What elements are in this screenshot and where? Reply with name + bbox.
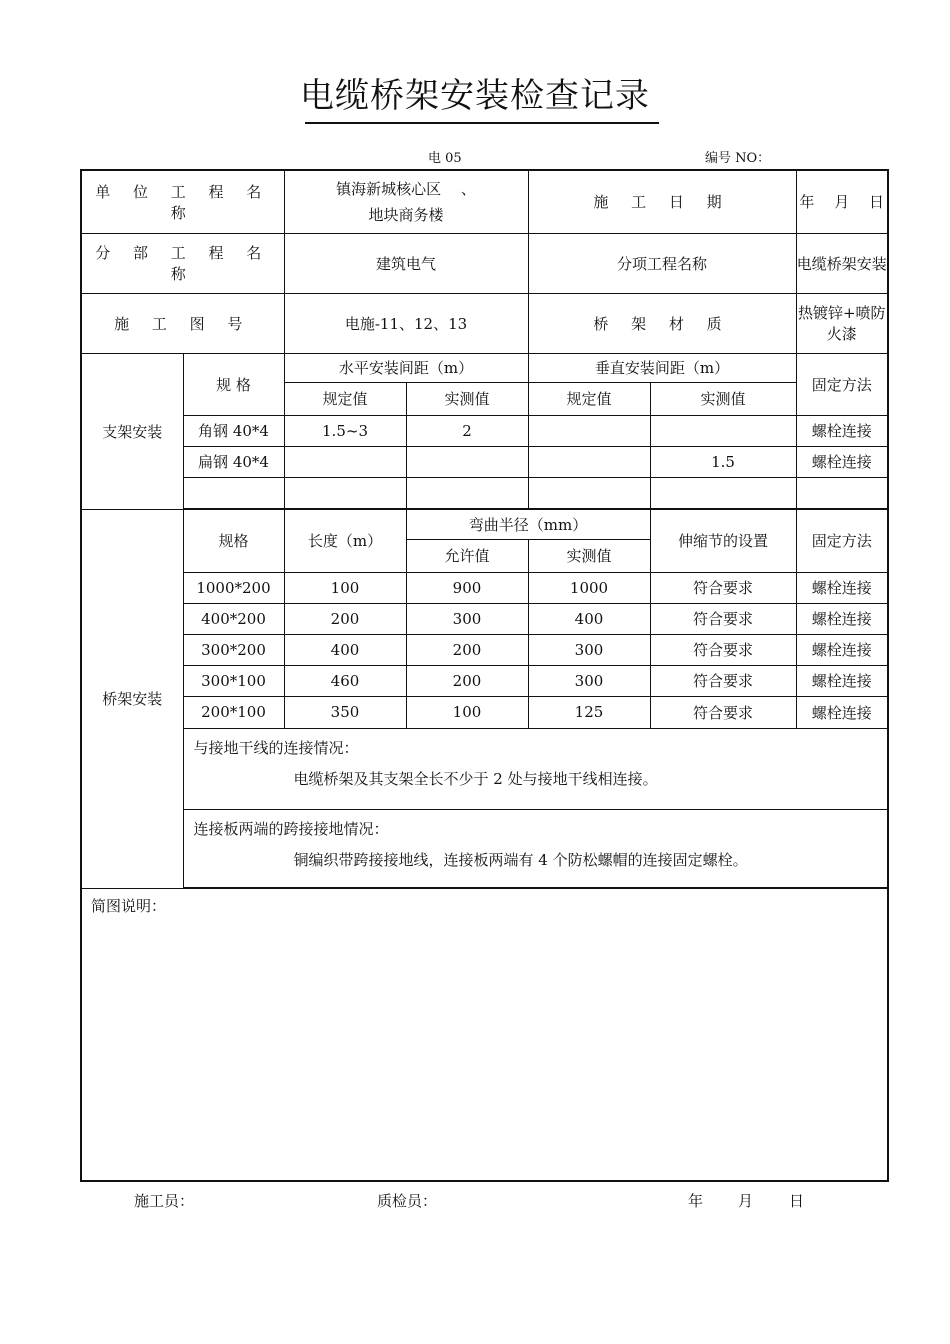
form-number-label: 编号 NO： bbox=[705, 151, 771, 166]
tray-allowed: 100 bbox=[406, 696, 528, 728]
radius-allowed-label: 允许值 bbox=[406, 539, 528, 572]
tray-expansion: 符合要求 bbox=[650, 696, 796, 728]
form-code: 电 05 bbox=[428, 151, 462, 166]
horizontal-measured-label: 实测值 bbox=[406, 382, 528, 415]
bridge-ground-label: 连接板两端的跨接接地情况： bbox=[193, 819, 389, 838]
support-v-std bbox=[528, 477, 650, 508]
support-h-meas: 2 bbox=[406, 415, 528, 446]
tray-fix-label: 固定方法 bbox=[796, 509, 887, 572]
tray-length: 100 bbox=[284, 572, 406, 603]
support-v-meas: 1.5 bbox=[650, 446, 796, 477]
support-spec: 角钢 40*4 bbox=[183, 415, 284, 446]
tray-measured: 300 bbox=[528, 634, 650, 665]
tray-length-label: 长度（m） bbox=[284, 509, 406, 572]
support-v-std bbox=[528, 446, 650, 477]
title-underline bbox=[305, 122, 659, 124]
tray-measured: 300 bbox=[528, 665, 650, 696]
radius-measured-label: 实测值 bbox=[528, 539, 650, 572]
date-label: 施 工 日 期 bbox=[528, 171, 796, 233]
support-h-std: 1.5~3 bbox=[284, 415, 406, 446]
support-h-std bbox=[284, 446, 406, 477]
support-section-label: 支架安装 bbox=[82, 353, 183, 509]
support-h-std bbox=[284, 477, 406, 508]
support-fix bbox=[796, 477, 887, 508]
unit-value-line1: 镇海新城核心区 、 bbox=[336, 179, 476, 198]
ground-connection-cell bbox=[183, 728, 887, 809]
tray-row bbox=[82, 665, 887, 696]
vertical-standard-label: 规定值 bbox=[528, 382, 650, 415]
tray-length: 400 bbox=[284, 634, 406, 665]
support-row bbox=[82, 446, 887, 477]
tray-spec: 1000*200 bbox=[183, 572, 284, 603]
tray-fix: 螺栓连接 bbox=[796, 696, 887, 728]
tray-measured: 1000 bbox=[528, 572, 650, 603]
tray-fix: 螺栓连接 bbox=[796, 634, 887, 665]
tray-row bbox=[82, 572, 887, 603]
info-row-drawing bbox=[82, 293, 887, 353]
tray-expansion: 符合要求 bbox=[650, 665, 796, 696]
tray-row bbox=[82, 696, 887, 728]
support-spec-label: 规 格 bbox=[183, 353, 284, 415]
tray-allowed: 200 bbox=[406, 634, 528, 665]
support-spec: 扁钢 40*4 bbox=[183, 446, 284, 477]
inspection-table bbox=[82, 171, 887, 889]
support-v-meas bbox=[650, 477, 796, 508]
tray-header-row-1 bbox=[82, 509, 887, 539]
tray-fix: 螺栓连接 bbox=[796, 572, 887, 603]
support-fix-label: 固定方法 bbox=[796, 353, 887, 415]
sketch-label: 简图说明： bbox=[91, 897, 167, 915]
tray-allowed: 200 bbox=[406, 665, 528, 696]
ground-connection-row bbox=[82, 728, 887, 809]
support-row bbox=[82, 415, 887, 446]
footer-month: 月 bbox=[738, 1192, 754, 1210]
expansion-joint-label: 伸缩节的设置 bbox=[650, 509, 796, 572]
tray-fix: 螺栓连接 bbox=[796, 665, 887, 696]
footer-day: 日 bbox=[789, 1192, 805, 1210]
tray-length: 200 bbox=[284, 603, 406, 634]
sketch-area bbox=[82, 887, 887, 1180]
material-value: 热镀锌+喷防火漆 bbox=[796, 293, 887, 353]
bridge-ground-cell bbox=[183, 809, 887, 887]
tray-spec-label: 规格 bbox=[183, 509, 284, 572]
item-value: 电缆桥架安装 bbox=[796, 233, 887, 293]
tray-row bbox=[82, 603, 887, 634]
material-label: 桥 架 材 质 bbox=[528, 293, 796, 353]
tray-length: 460 bbox=[284, 665, 406, 696]
footer-year: 年 bbox=[688, 1192, 704, 1210]
sub-value: 建筑电气 bbox=[284, 233, 528, 293]
tray-length: 350 bbox=[284, 696, 406, 728]
drawing-value: 电施-11、12、13 bbox=[284, 293, 528, 353]
support-fix: 螺栓连接 bbox=[796, 415, 887, 446]
tray-allowed: 300 bbox=[406, 603, 528, 634]
bridge-ground-text: 铜编织带跨接接地线，连接板两端有 4 个防松螺帽的连接固定螺栓。 bbox=[293, 850, 748, 869]
tray-expansion: 符合要求 bbox=[650, 603, 796, 634]
tray-expansion: 符合要求 bbox=[650, 572, 796, 603]
item-label: 分项工程名称 bbox=[528, 233, 796, 293]
tray-measured: 400 bbox=[528, 603, 650, 634]
tray-spec: 200*100 bbox=[183, 696, 284, 728]
tray-measured: 125 bbox=[528, 696, 650, 728]
tray-expansion: 符合要求 bbox=[650, 634, 796, 665]
unit-value-line2: 地块商务楼 bbox=[368, 205, 444, 224]
support-v-std bbox=[528, 415, 650, 446]
inspection-form bbox=[80, 169, 889, 1182]
vertical-spacing-label: 垂直安装间距（m） bbox=[528, 353, 796, 382]
support-h-meas bbox=[406, 446, 528, 477]
support-fix: 螺栓连接 bbox=[796, 446, 887, 477]
tray-spec: 300*100 bbox=[183, 665, 284, 696]
bridge-ground-row bbox=[82, 809, 887, 887]
unit-value bbox=[284, 171, 528, 233]
page-title: 电缆桥架安装检查记录 bbox=[300, 76, 650, 116]
support-v-meas bbox=[650, 415, 796, 446]
drawing-label: 施 工 图 号 bbox=[82, 293, 284, 353]
builder-signature-label: 施工员： bbox=[134, 1192, 195, 1210]
horizontal-spacing-label: 水平安装间距（m） bbox=[284, 353, 528, 382]
info-row-sub bbox=[82, 233, 887, 293]
support-h-meas bbox=[406, 477, 528, 508]
ground-connection-label: 与接地干线的连接情况： bbox=[193, 738, 359, 757]
ground-connection-text: 电缆桥架及其支架全长不少于 2 处与接地干线相连接。 bbox=[293, 769, 658, 788]
tray-allowed: 900 bbox=[406, 572, 528, 603]
vertical-measured-label: 实测值 bbox=[650, 382, 796, 415]
tray-spec: 300*200 bbox=[183, 634, 284, 665]
bend-radius-label: 弯曲半径（mm） bbox=[406, 509, 650, 539]
sub-label: 分 部 工 程 名 称 bbox=[82, 233, 284, 293]
horizontal-standard-label: 规定值 bbox=[284, 382, 406, 415]
info-row-unit bbox=[82, 171, 887, 233]
unit-label: 单 位 工 程 名 称 bbox=[82, 171, 284, 233]
tray-section-label: 桥架安装 bbox=[82, 509, 183, 888]
support-row bbox=[82, 477, 887, 508]
tray-spec: 400*200 bbox=[183, 603, 284, 634]
inspector-signature-label: 质检员： bbox=[377, 1192, 438, 1210]
tray-row bbox=[82, 634, 887, 665]
date-value: 年 月 日 bbox=[796, 171, 887, 233]
tray-fix: 螺栓连接 bbox=[796, 603, 887, 634]
support-header-row-1 bbox=[82, 353, 887, 382]
support-spec bbox=[183, 477, 284, 508]
